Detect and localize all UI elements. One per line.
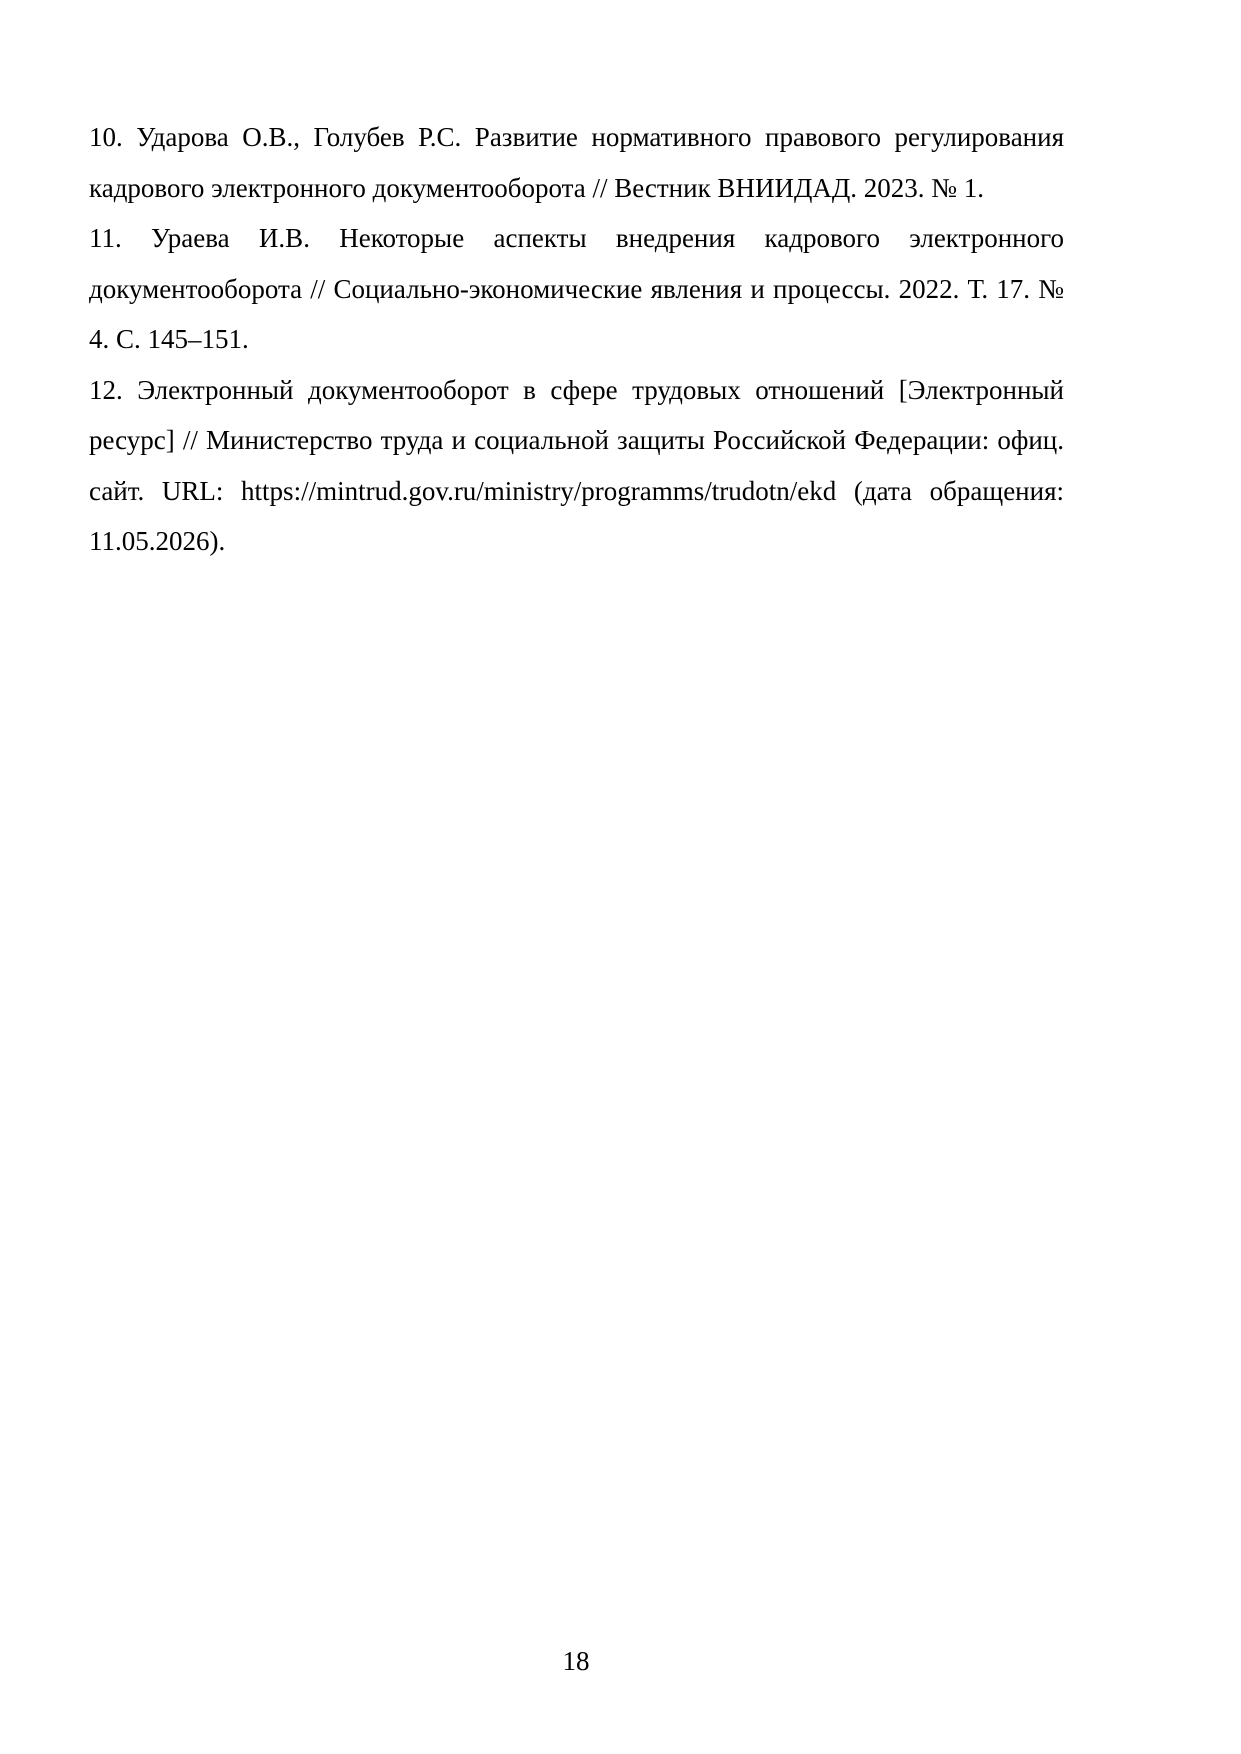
reference-item-12: 12. Электронный документооборот в сфере трудовых отношений [Электронный ресурс] // Министерство труда и социальной защиты Российской Федерации: офиц. сайт. URL: https://mintrud.gov.ru/ministry/programms/trudotn/ekd (дата обращения: 11.05.2026). — [89, 374, 1064, 556]
page-number: 18 — [562, 1646, 590, 1676]
reference-list — [89, 112, 1064, 567]
reference-item-11: 11. Ураева И.В. Некоторые аспекты внедрения кадрового электронного документооборота // Социально-экономические явления и процессы. 2022. Т. 17. № 4. С. 145–151. — [89, 223, 1064, 354]
reference-item-10: 10. Ударова О.В., Голубев Р.С. Развитие нормативного правового регулирования кадрового электронного документооборота // Вестник ВНИИДАД. 2023. № 1. — [89, 122, 1064, 203]
